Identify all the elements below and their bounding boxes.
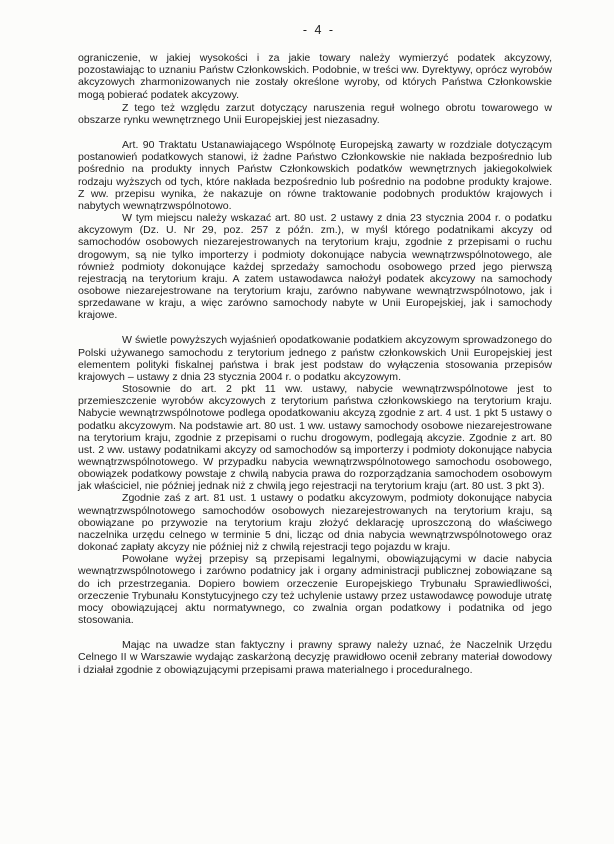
- paragraph-4: W tym miejscu należy wskazać art. 80 ust. 2 ustawy z dnia 23 stycznia 2004 r. o podatku akcyzowym (Dz. U. Nr 29, poz. 257 z późn. zm.), w myśl którego podatnikami akcyzy od samochodów osobowych niezarejestrowanych na terytorium kraju, zgodnie z przepisami o ruchu drogowym, są nie tylko importerzy i podmioty dokonujące nabycia wewnątrzwspólnotowego, ale również podmioty dokonujące każdej sprzedaży samochodu osobowego przed jego pierwszą rejestracją na terytorium kraju. A zatem ustawodawca nałożył podatek akcyzowy na samochody osobowe niezarejestrowane na terytorium kraju, zarówno nabywane wewnątrzwspólnotowo, jak i sprzedawane w kraju, a więc zarówno samochody nabyte w Unii Europejskiej, jak i samochody krajowe.: [78, 212, 552, 322]
- paragraph-9: Mając na uwadze stan faktyczny i prawny sprawy należy uznać, że Naczelnik Urzędu Celnego II w Warszawie wydając zaskarżoną decyzję prawidłowo ocenił zebrany materiał dowodowy i działał zgodnie z obowiązującymi przepisami prawa materialnego i proceduralnego.: [78, 639, 552, 676]
- paragraph-3: Art. 90 Traktatu Ustanawiającego Wspólnotę Europejską zawarty w rozdziale dotyczącym postanowień podatkowych stanowi, iż żadne Państwo Członkowskie nie nakłada bezpośrednio lub pośrednio na produkty innych Państw Członkowskich podatków wewnętrznych jakiegokolwiek rodzaju wyższych od tych, które nakłada bezpośrednio lub pośrednio na podobne produkty krajowe. Z ww. przepisu wynika, że nakazuje on równe traktowanie podobnych produktów krajowych i nabytych wewnątrzwspólnotowo.: [78, 139, 552, 212]
- paragraph-2: Z tego też względu zarzut dotyczący naruszenia reguł wolnego obrotu towarowego w obszarze rynku wewnętrznego Unii Europejskiej jest niezasadny.: [78, 101, 552, 126]
- paragraph-7: Zgodnie zaś z art. 81 ust. 1 ustawy o podatku akcyzowym, podmioty dokonujące nabycia wewnątrzwspólnotowego samochodów osobowych niezarejestrowanych na terytorium kraju, są obowiązane po przywozie na terytorium kraju złożyć deklarację uproszczoną do właściwego naczelnika urzędu celnego w terminie 5 dni, licząc od dnia nabycia wewnątrzwspólnotowego oraz dokonać zapłaty akcyzy nie później niż z chwilą rejestracji tego pojazdu w kraju.: [78, 492, 552, 554]
- paragraph-1: ograniczenie, w jakiej wysokości i za jakie towary należy wymierzyć podatek akcyzowy, pozostawiając to uznaniu Państw Członkowskich. Podobnie, w treści ww. Dyrektywy, oprócz wyrobów akcyzowych zharmonizowanych nie zostały określone wyroby, od których Państwa Członkowskie mogą pobierać podatek akcyzowy.: [78, 52, 552, 101]
- paragraph-5: W świetle powyższych wyjaśnień opodatkowanie podatkiem akcyzowym sprowadzonego do Polski używanego samochodu z terytorium jednego z państw członkowskich Unii Europejskiej jest elementem polityki fiskalnej państwa i brak jest podstaw do wyłączenia stosowania przepisów krajowych – ustawy z dnia 23 stycznia 2004 r. o podatku akcyzowym.: [78, 334, 552, 383]
- paragraph-6: Stosownie do art. 2 pkt 11 ww. ustawy, nabycie wewnątrzwspólnotowe jest to przemieszczenie wyrobów akcyzowych z terytorium państwa członkowskiego na terytorium kraju. Nabycie wewnątrzwspólnotowe podlega opodatkowaniu akcyzą zgodnie z art. 4 ust. 1 pkt 5 ustawy o podatku akcyzowym. Na podstawie art. 80 ust. 1 ww. ustawy samochody osobowe niezarejestrowane na terytorium kraju, zgodnie z przepisami o ruchu drogowym, podlegają akcyzie. Zgodnie z art. 80 ust. 2 ww. ustawy podatnikami akcyzy od samochodów są importerzy i podmioty dokonujące nabycia wewnątrzwspólnotowego. W przypadku nabycia wewnątrzwspólnotowego samochodu osobowego, obowiązek podatkowy powstaje z chwilą nabycia prawa do rozporządzania samochodem osobowym jak właściciel, nie później jednak niż z chwilą jego rejestracji na terytorium kraju (art. 80 ust. 3 pkt 3).: [78, 383, 552, 493]
- paragraph-8: Powołane wyżej przepisy są przepisami legalnymi, obowiązującymi w dacie nabycia wewnątrzwspólnotowego i zarówno podatnicy jak i organy administracji publicznej zobowiązane są do ich przestrzegania. Dopiero bowiem orzeczenie Europejskiego Trybunału Sprawiedliwości, orzeczenie Trybunału Konstytucyjnego czy też uchylenie ustawy przez ustawodawcę powoduje utratę mocy obowiązującej aktu normatywnego, co zwalnia organ podatkowy i podatnika od jego stosowania.: [78, 553, 552, 627]
- page-number: - 4 -: [302, 23, 336, 37]
